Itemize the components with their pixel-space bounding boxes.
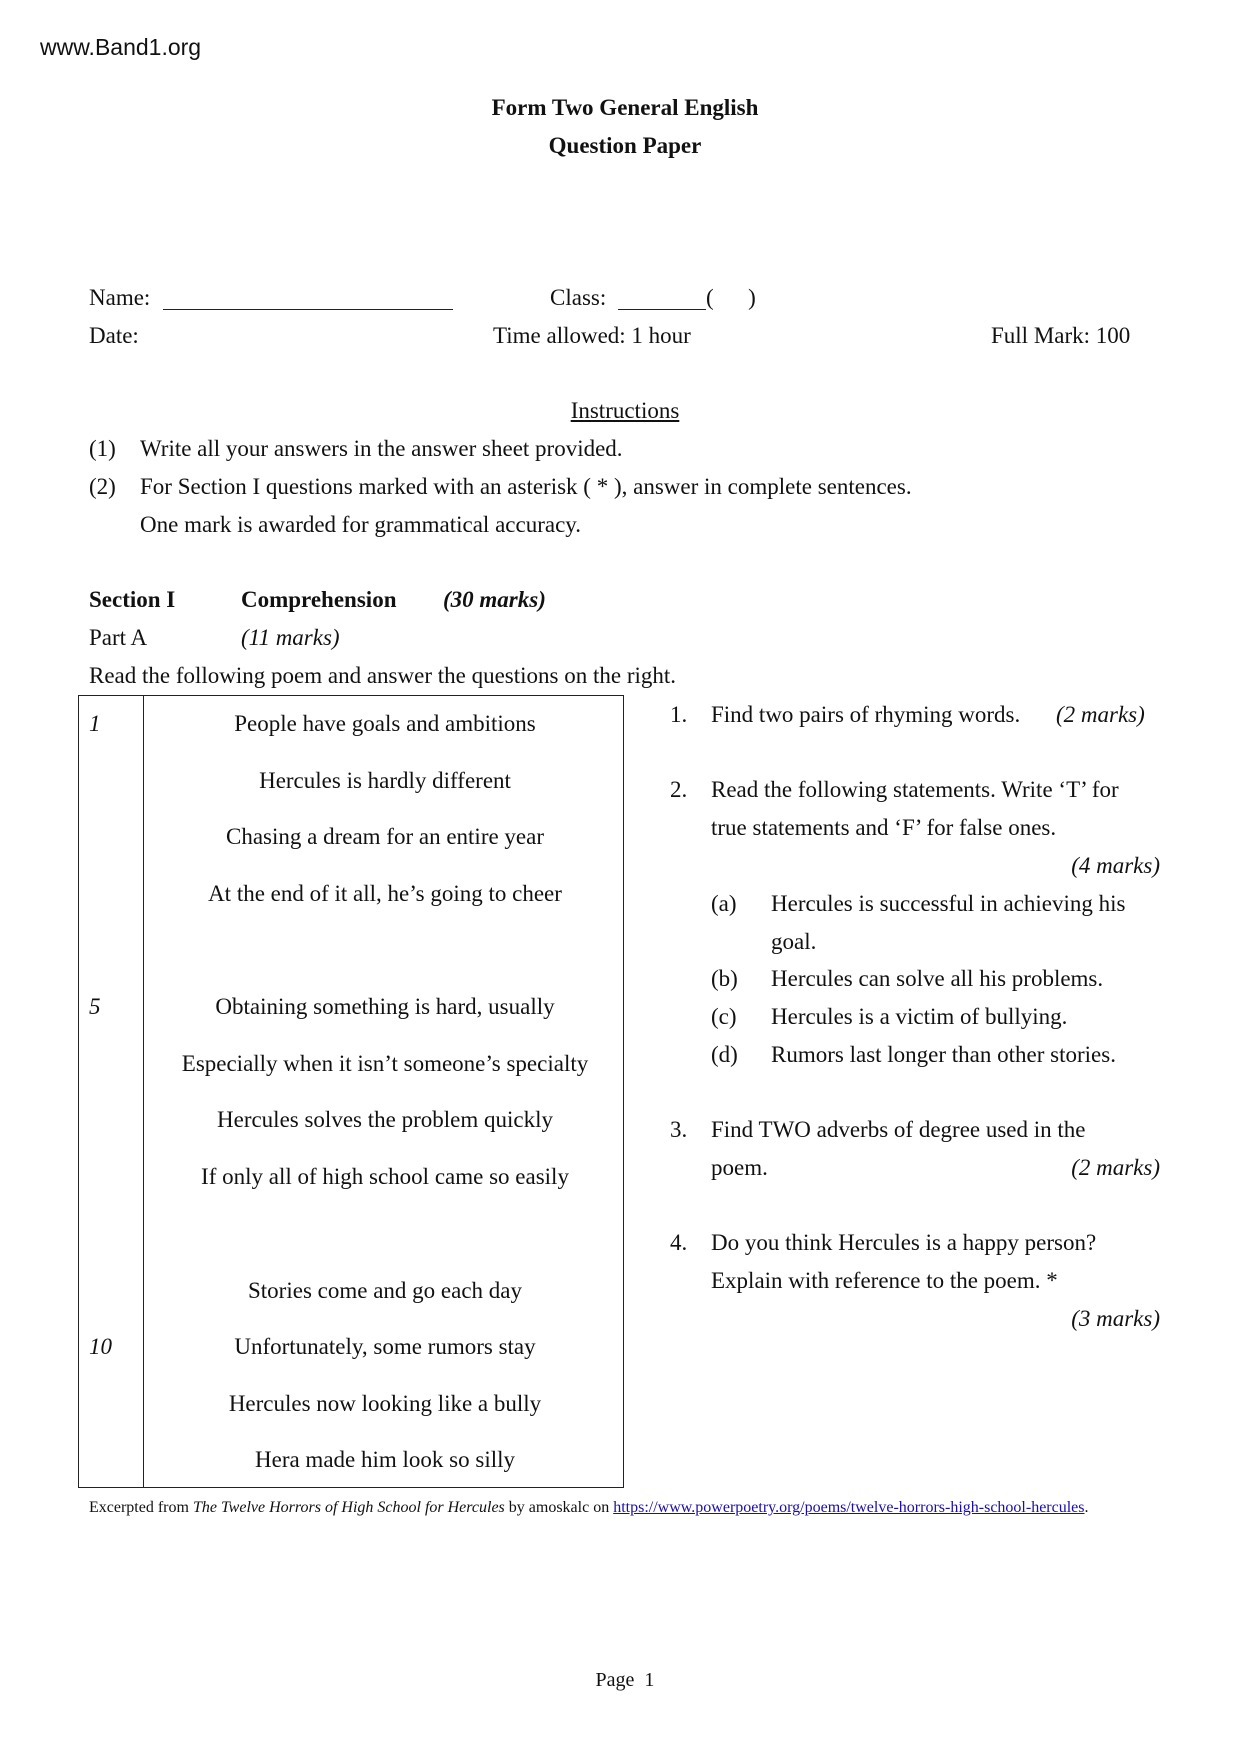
question-text: poem. — [711, 1155, 768, 1180]
page-number: Page 1 — [595, 1669, 655, 1691]
question-marks: (3 marks) — [1071, 1306, 1160, 1331]
line-number: 1 — [89, 711, 101, 736]
question-number: 4. — [670, 1230, 688, 1255]
name-field[interactable] — [163, 309, 453, 310]
poem-line: Hercules solves the problem quickly — [217, 1107, 553, 1132]
line-number: 5 — [89, 994, 101, 1019]
question-marks: (2 marks) — [1071, 1155, 1160, 1180]
full-mark: Full Mark: 100 — [991, 323, 1131, 348]
sub-text: Rumors last longer than other stories. — [771, 1042, 1116, 1067]
poem-line: Chasing a dream for an entire year — [225, 824, 545, 849]
question-text: Do you think Hercules is a happy person? — [711, 1230, 1097, 1255]
time-allowed: Time allowed: 1 hour — [493, 323, 691, 348]
instruction-num: (1) — [89, 436, 116, 461]
footnote-end: . — [1084, 1499, 1089, 1516]
class-number: ( ) — [706, 285, 756, 310]
instructions-heading: Instructions — [570, 398, 680, 423]
sub-text: Hercules is successful in achieving his — [771, 891, 1126, 916]
poem-line: Obtaining something is hard, usually — [215, 994, 555, 1019]
question-text: Find TWO adverbs of degree used in the — [711, 1117, 1086, 1142]
sub-text: Hercules can solve all his problems. — [771, 966, 1104, 991]
paper-subtitle: Question Paper — [548, 133, 702, 158]
watermark: www.Band1.org — [40, 34, 202, 60]
question-text: Find two pairs of rhyming words. — [711, 702, 1021, 727]
section-name: Comprehension — [241, 587, 397, 612]
poem-line: Hercules now looking like a bully — [228, 1391, 542, 1416]
footnote-mid: by amoskalc on — [504, 1499, 614, 1516]
sub-label: (b) — [711, 966, 738, 991]
line-number: 10 — [89, 1334, 112, 1359]
sub-text: goal. — [771, 929, 817, 954]
poem-line: People have goals and ambitions — [234, 711, 536, 736]
sub-label: (d) — [711, 1042, 738, 1067]
section-label: Section I — [89, 587, 176, 612]
question-text: Explain with reference to the poem. * — [711, 1268, 1058, 1293]
poem-line: If only all of high school came so easily — [201, 1164, 569, 1189]
directive: Read the following poem and answer the questions on the right. — [89, 663, 677, 688]
poem-line: Hera made him look so silly — [255, 1447, 515, 1472]
class-label: Class: — [550, 285, 607, 310]
question-number: 3. — [670, 1117, 688, 1142]
paper-title: Form Two General English — [491, 95, 759, 120]
poem-line: Hercules is hardly different — [259, 768, 511, 793]
question-marks: (2 marks) — [1056, 702, 1145, 727]
source-link[interactable]: https://www.powerpoetry.org/poems/twelve-horrors-high-school-hercules — [613, 1499, 1085, 1516]
date-label: Date: — [89, 323, 139, 348]
instruction-text: One mark is awarded for grammatical accuracy. — [140, 512, 582, 537]
poem-line: At the end of it all, he’s going to cheer — [208, 881, 562, 906]
question-marks: (4 marks) — [1071, 853, 1160, 878]
question-number: 1. — [670, 702, 688, 727]
poem-line: Unfortunately, some rumors stay — [234, 1334, 536, 1359]
poem-box — [78, 695, 624, 1488]
question-number: 2. — [670, 777, 688, 802]
footnote-prefix: Excerpted from — [89, 1499, 193, 1516]
part-marks: (11 marks) — [241, 625, 340, 650]
footnote — [89, 1499, 1089, 1517]
sub-text: Hercules is a victim of bullying. — [771, 1004, 1068, 1029]
question-text: true statements and ‘F’ for false ones. — [711, 815, 1057, 840]
section-marks: (30 marks) — [443, 587, 546, 612]
part-label: Part A — [89, 625, 148, 650]
instruction-text: Write all your answers in the answer sheet provided. — [140, 436, 623, 461]
sub-label: (a) — [711, 891, 737, 916]
instruction-text: For Section I questions marked with an asterisk ( * ), answer in complete sentences. — [140, 474, 912, 499]
sub-label: (c) — [711, 1004, 737, 1029]
question-text: Read the following statements. Write ‘T’ for — [711, 777, 1119, 802]
poem-line: Especially when it isn’t someone’s specialty — [181, 1051, 589, 1076]
footnote-work: The Twelve Horrors of High School for Hercules — [192, 1499, 505, 1516]
instruction-num: (2) — [89, 474, 116, 499]
class-field[interactable] — [618, 309, 706, 310]
name-label: Name: — [89, 285, 151, 310]
poem-line: Stories come and go each day — [248, 1278, 522, 1303]
line-number-divider — [143, 696, 144, 1487]
